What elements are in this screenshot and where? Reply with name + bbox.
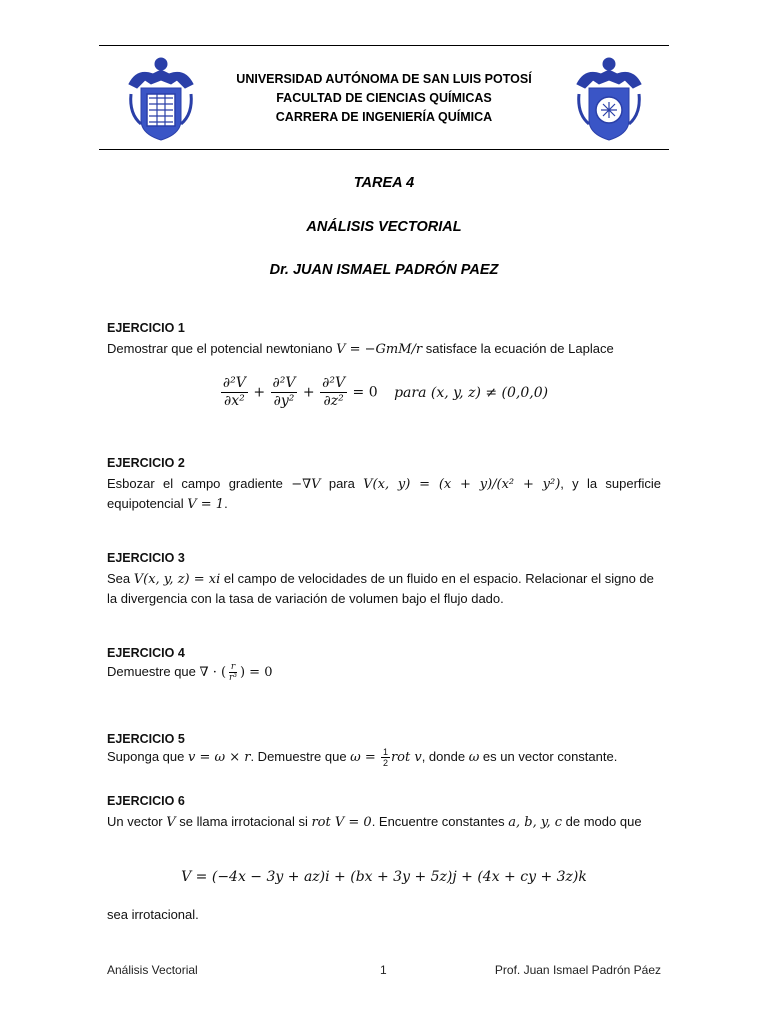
footer-subject: Análisis Vectorial [107, 963, 198, 977]
exercise-6-closing: sea irrotacional. [107, 907, 199, 922]
exercise-2-statement: Esbozar el campo gradiente −∇V para V(x, y) = (x + y)/(x² + y²), y la superficie equipotencial V = 1. [107, 476, 662, 512]
header-bottom-rule [99, 149, 669, 150]
page-number: 1 [380, 963, 387, 977]
newtonian-potential-formula: V = −GmM/r [336, 342, 423, 357]
faculty-seal-right-icon [575, 54, 643, 142]
professor-name: Dr. JUAN ISMAEL PADRÓN PAEZ [269, 262, 499, 278]
subject-title: ANÁLISIS VECTORIAL [306, 219, 462, 235]
faculty-name: FACULTAD DE CIENCIAS QUÍMICAS [276, 91, 492, 105]
institution-header [180, 70, 588, 127]
exercise-3-statement: Sea V(x, y, z) = xi el campo de velocidades de un fluido en el espacio. Relacionar el signo de la divergencia con la tasa de variación de volumen bajo el flujo dado. [107, 571, 654, 606]
exercise-1-statement: Demostrar que el potencial newtoniano V = −GmM/r satisface la ecuación de Laplace [107, 341, 614, 357]
vector-field-equation: V = (−4x − 3y + az)i + (bx + 3y + 5z)j + (4x + cy + 3z)k [181, 869, 587, 885]
exercise-3-title: EJERCICIO 3 [107, 551, 185, 565]
exercise-5-title: EJERCICIO 5 [107, 732, 185, 746]
exercise-4-title: EJERCICIO 4 [107, 646, 185, 660]
exercise-4-statement: Demuestre que ∇ · ( $\frac{r}{\text{r³}}$ ) = 0 [107, 662, 273, 683]
university-name: UNIVERSIDAD AUTÓNOMA DE SAN LUIS POTOSÍ [236, 72, 532, 86]
exercise-5-statement: Suponga que v = ω × r. Demuestre que ω = $\frac{1}{2}$ rot v, donde ω es un vector constante. [107, 747, 618, 769]
exercise-6-title: EJERCICIO 6 [107, 794, 185, 808]
header-top-rule [99, 45, 669, 46]
exercise-1-title: EJERCICIO 1 [107, 321, 185, 335]
exercise-2-title: EJERCICIO 2 [107, 456, 185, 470]
assignment-title: TAREA 4 [353, 175, 415, 191]
program-name: CARRERA DE INGENIERÍA QUÍMICA [275, 110, 493, 124]
laplace-equation: $\frac{\text{∂²V}}{\text{∂x²}}$ + $\frac{\text{∂²V}}{\text{∂y²}}$ + $\frac{\text{∂²V}}{\text{∂z²}}$ = 0 para (x, y, z) ≠ (0,0,0) [222, 375, 549, 409]
exercise-6-statement: Un vector V se llama irrotacional si rot V = 0. Encuentre constantes a, b, y, c de modo que [107, 814, 642, 830]
footer-professor: Prof. Juan Ismael Padrón Páez [494, 963, 661, 977]
